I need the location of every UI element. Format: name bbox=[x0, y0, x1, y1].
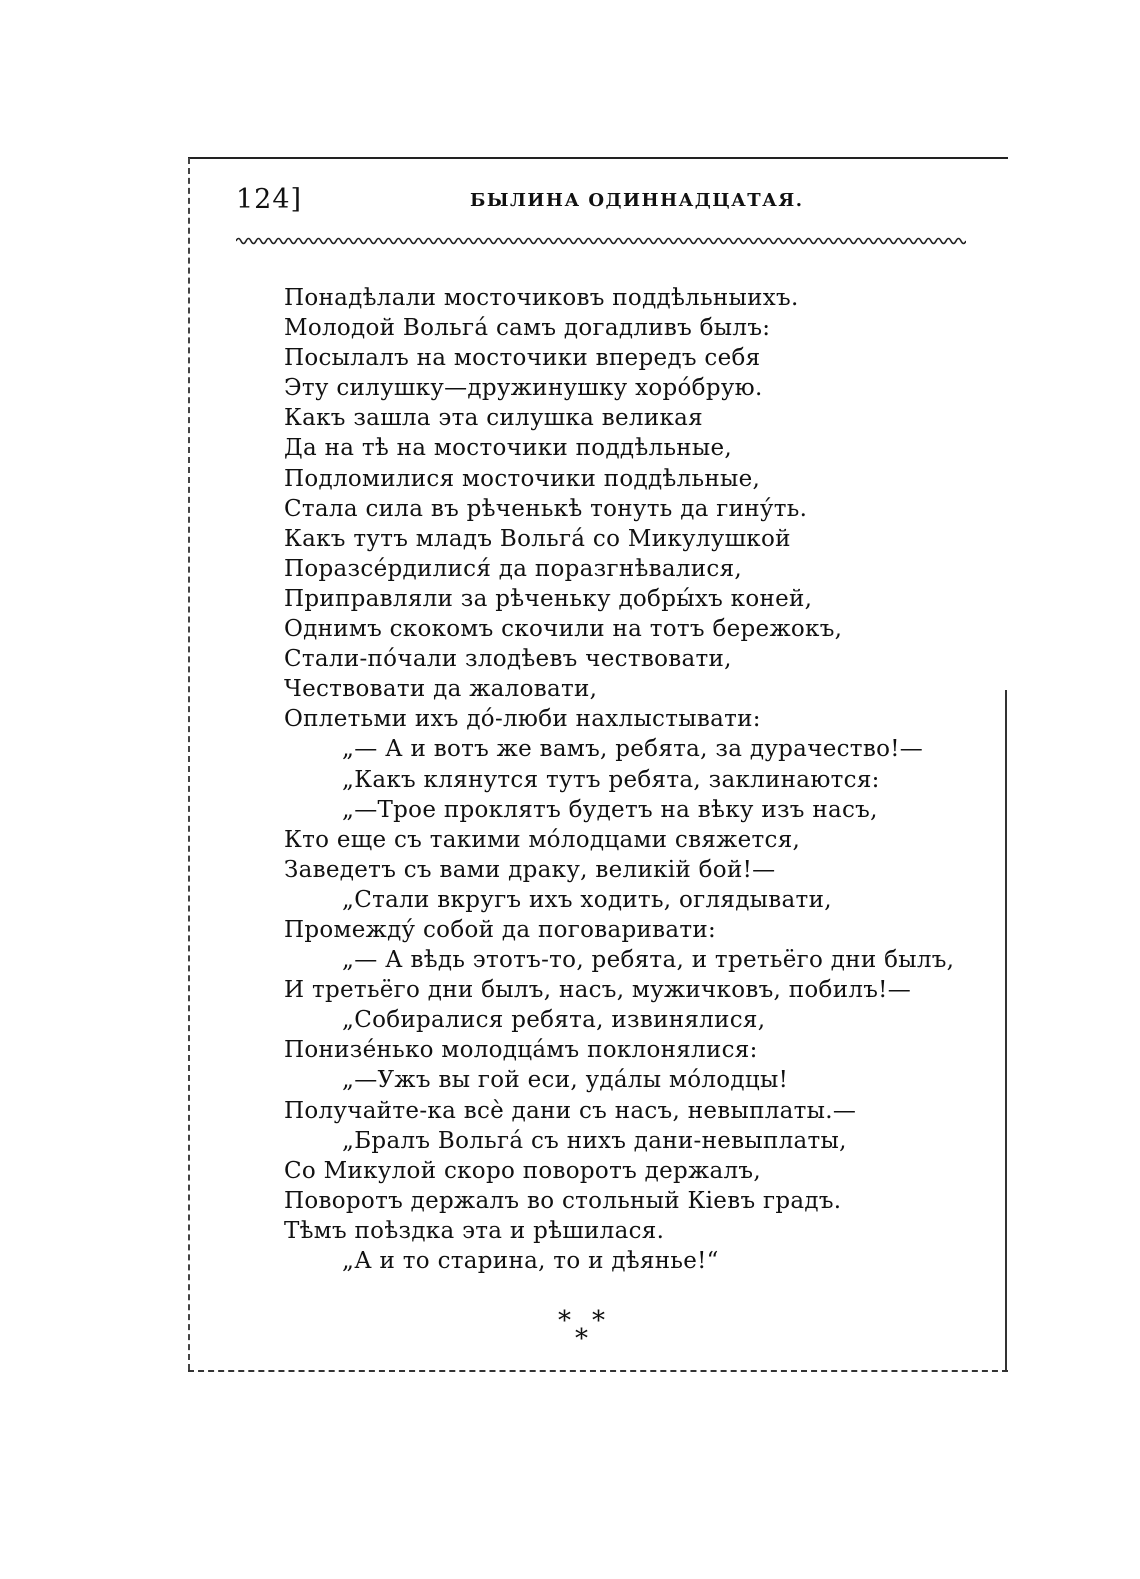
header-rule bbox=[188, 157, 1008, 159]
verse-line: „— А вѣдь этотъ-то, ребята, и третьёго дни былъ, bbox=[342, 947, 955, 974]
verse-line: „— А и вотъ же вамъ, ребята, за дурачество!— bbox=[342, 736, 924, 763]
verse-line: Однимъ скокомъ скочили на тотъ бережокъ, bbox=[284, 616, 843, 643]
verse-line: Какъ тутъ младъ Вольга́ со Микулушкой bbox=[284, 525, 791, 552]
verse-line: „—Трое проклятъ будетъ на вѣку изъ насъ, bbox=[342, 796, 878, 823]
verse-line: И третьёго дни былъ, насъ, мужичковъ, побилъ!— bbox=[284, 977, 912, 1004]
verse-line: Поразсе́рдилися́ да поразгнѣвалися, bbox=[284, 555, 743, 582]
verse-line: Да на тѣ на мосточики поддѣльные, bbox=[284, 435, 733, 462]
verse-line: Чествовати да жаловати, bbox=[284, 676, 598, 703]
verse-line: „Какъ клянутся тутъ ребята, заклинаются: bbox=[342, 766, 880, 793]
verse-line: Подломилися мосточики поддѣльные, bbox=[284, 465, 761, 492]
verse-line: Поворотъ держалъ во стольный Кіевъ градъ. bbox=[284, 1187, 842, 1214]
verse-line: „Собиралися ребята, извинялися, bbox=[342, 1007, 766, 1034]
verse-line: Посылалъ на мосточики впередъ себя bbox=[284, 345, 761, 372]
verse-line: Тѣмъ поѣздка эта и рѣшилася. bbox=[284, 1217, 665, 1244]
verse-line: Получайте-ка всѐ дани съ насъ, невыплаты.— bbox=[284, 1097, 857, 1124]
verse-line: Молодой Вольга́ самъ догадливъ былъ: bbox=[284, 315, 771, 342]
verse-line: „—Ужъ вы гой еси, уда́лы мо́лодцы! bbox=[342, 1067, 789, 1094]
verse-line: Понизе́нько молодца́мъ поклонялися: bbox=[284, 1037, 758, 1064]
asterisk-right: * bbox=[592, 1306, 605, 1336]
verse-line: Какъ зашла эта силушка великая bbox=[284, 405, 703, 432]
asterisk-left: * bbox=[558, 1306, 571, 1336]
verse-body bbox=[284, 283, 1004, 1276]
footer-rule bbox=[188, 1370, 1008, 1372]
wavy-divider bbox=[236, 234, 966, 248]
verse-line: „Бралъ Вольга́ съ нихъ дани-невыплаты, bbox=[342, 1127, 847, 1154]
left-frame-line bbox=[188, 158, 190, 1370]
verse-line: Приправляли за рѣченьку добры́хъ коней, bbox=[284, 585, 813, 612]
verse-line: Эту силушку—дружинушку хоро́брую. bbox=[284, 375, 763, 402]
verse-line: Понадѣлали мосточиковъ поддѣльныихъ. bbox=[284, 285, 799, 311]
verse-line: „А и то старина, то и дѣянье!“ bbox=[342, 1248, 719, 1274]
verse-line: Стала сила въ рѣченькѣ тонуть да гину́ть. bbox=[284, 495, 808, 522]
verse-line: Кто еще съ такими мо́лодцами свяжется, bbox=[284, 826, 801, 853]
asterism-ornament bbox=[552, 1306, 622, 1352]
verse-line: Промежду́ собой да поговаривати: bbox=[284, 916, 717, 943]
verse-line: Стали-по́чали злодѣевъ чествовати, bbox=[284, 646, 732, 673]
asterisk-bottom: * bbox=[575, 1324, 588, 1354]
running-head: БЫЛИНА ОДИННАДЦАТАЯ. bbox=[470, 190, 804, 211]
verse-line: Со Микулой скоро поворотъ держалъ, bbox=[284, 1157, 761, 1184]
right-frame-line bbox=[1005, 690, 1007, 1370]
verse-line: Заведетъ съ вами драку, великій бой!— bbox=[284, 856, 776, 883]
verse-line: „Стали вкругъ ихъ ходить, оглядывати, bbox=[342, 886, 832, 913]
page-number: 124] bbox=[236, 184, 303, 215]
verse-line: Оплетьми ихъ до́-люби нахлыстывати: bbox=[284, 706, 761, 733]
